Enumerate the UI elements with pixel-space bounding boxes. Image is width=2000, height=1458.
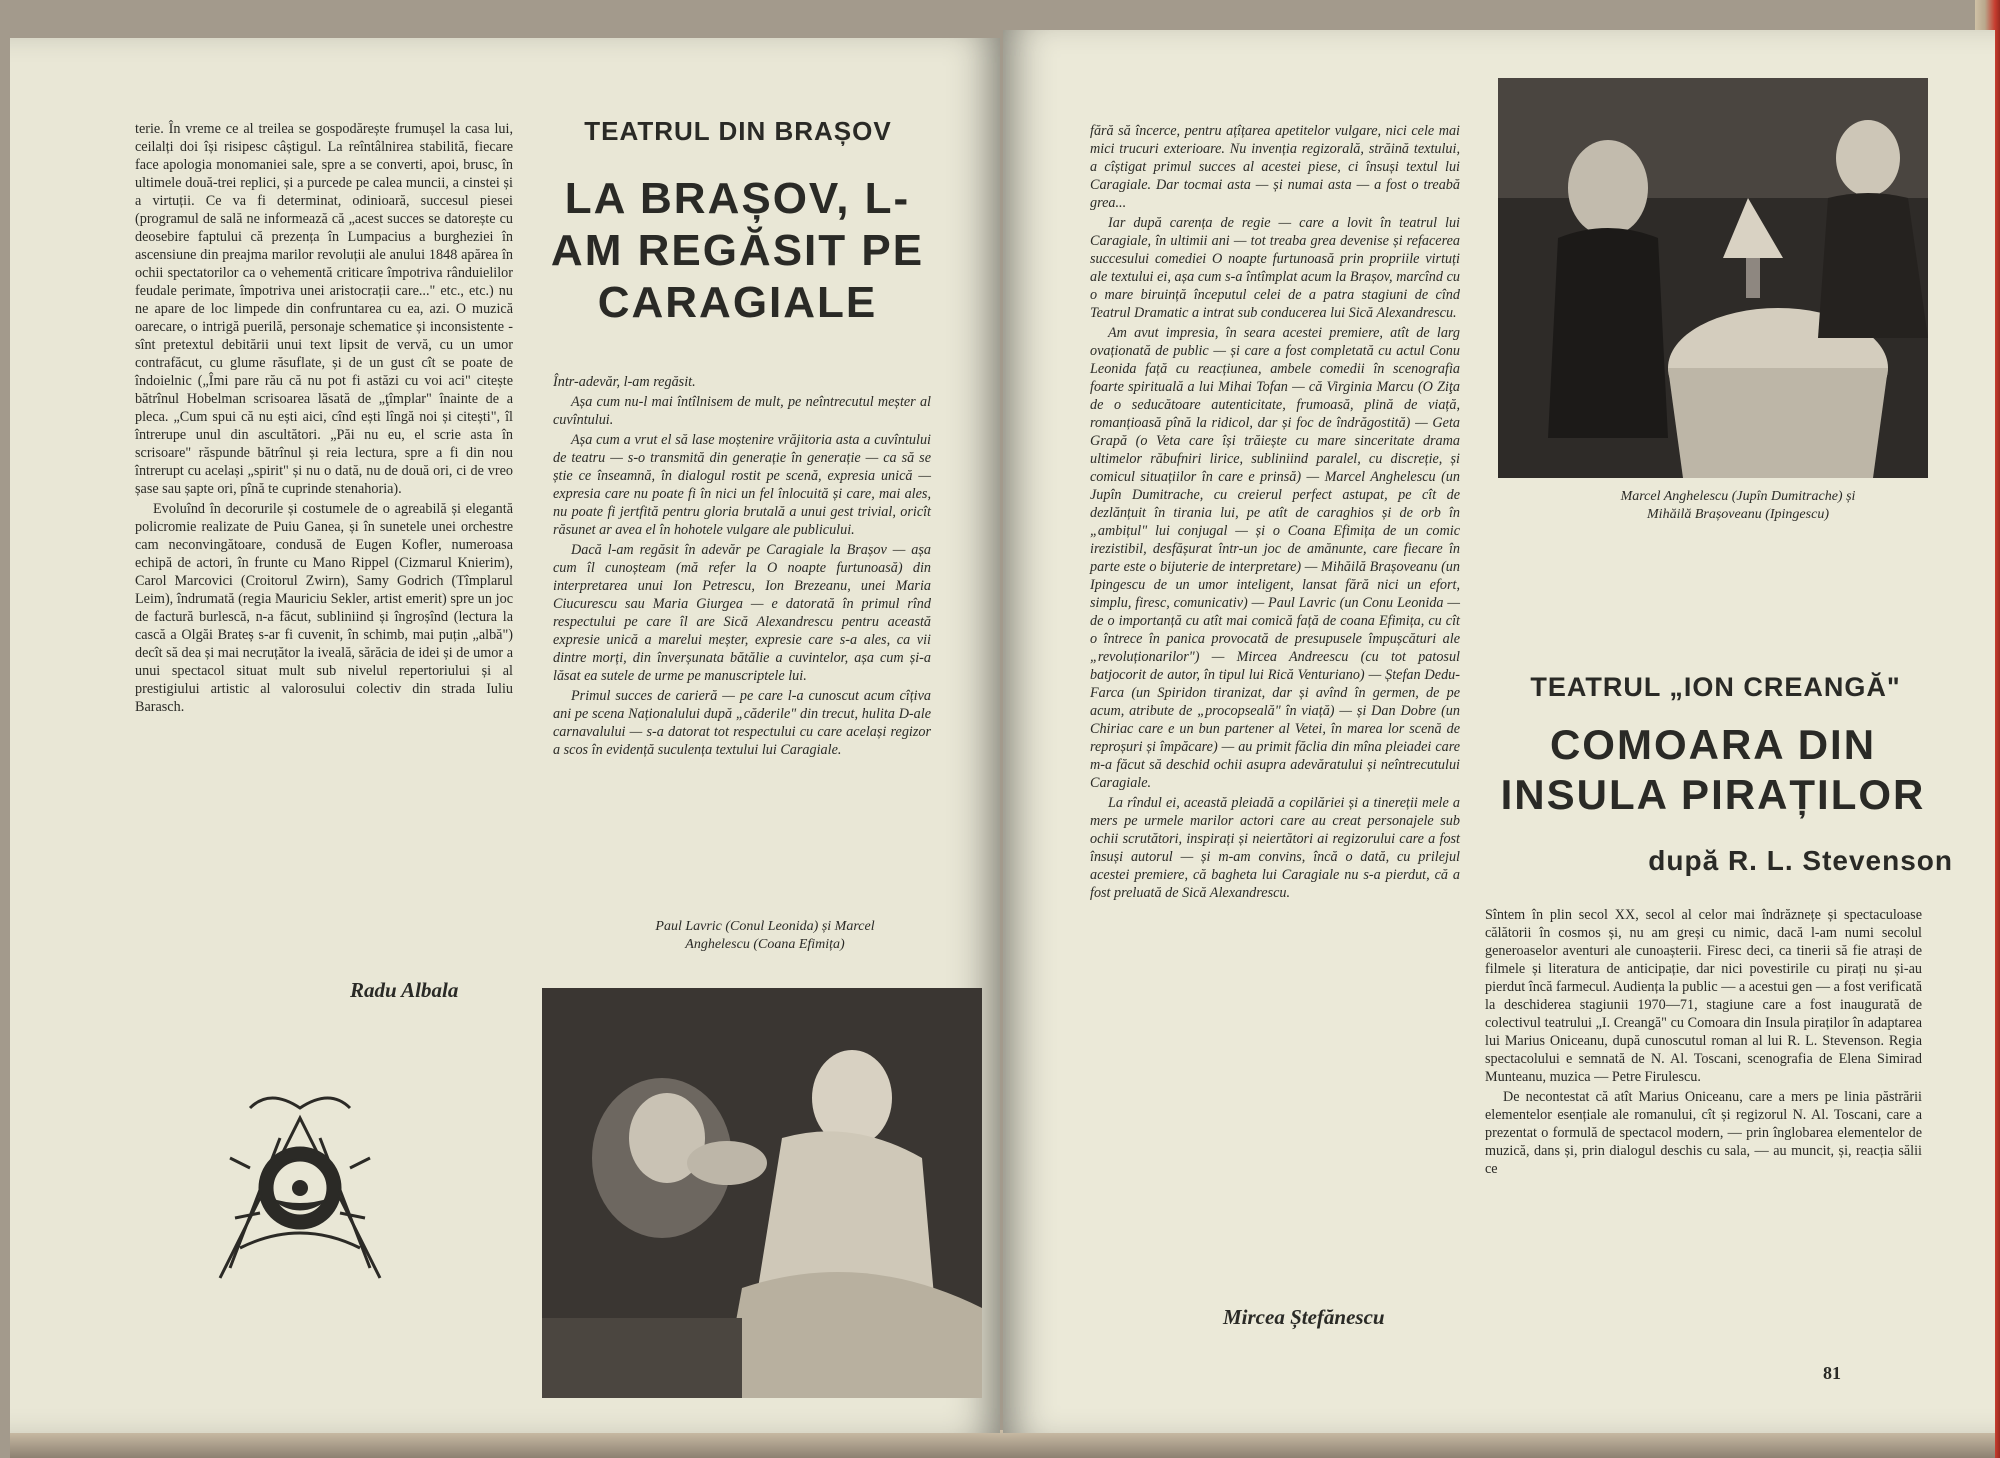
continued-article-column bbox=[135, 120, 513, 718]
author-signature: Mircea Ștefănescu bbox=[1223, 1305, 1385, 1329]
article2-column bbox=[1485, 906, 1922, 1180]
author-signature: Radu Albala bbox=[350, 978, 459, 1002]
section-header: TEATRUL „ION CREANGĂ" bbox=[1530, 672, 1901, 702]
paragraph: Iar după carența de regie — care a lovit în teatrul lui Caragiale, în ultimii ani — tot treaba grea devenise și refacerea succesului comediei O noapte furtunoasă prin propriile virtuți ale textului ei, așa cum s-a întîmplat acum la Brașov, marcînd cu o mare biruință începutul celei de a patra stagiuni de cînd Teatrul Dramatic a intrat sub conducerea lui Sică Alexandrescu. bbox=[1090, 215, 1460, 321]
article-column bbox=[553, 373, 931, 761]
paragraph: Dacă l-am regăsit în adevăr pe Caragiale la Brașov — așa cum îl cunoșteam (mă refer la O noapte furtunoasă) din interpretarea unui Ion Petrescu, Ion Brezeanu, unei Maria Ciucurescu sau Maria Giurgea — e datorată în primul rînd respectului pe care îl are Sică Alexandrescu pentru această expresie unică a marelui meșter, expresie care s-a ales, ca vii dintre morți, din înverșunata bătălie a cuvintelor, așa cum și-a lăsat ea sutele de urme pe manuscriptele lui. bbox=[553, 542, 931, 684]
paragraph: fără să încerce, pentru ațîțarea apetitelor vulgare, nici cele mai mici trucuri exterioare. Nu invenția regizorală, străină textului, a cîștigat primul succes al acestei piese, ci însuși textul lui Caragiale. Dar tocmai asta — și numai asta — a fost o treabă grea... bbox=[1090, 123, 1460, 211]
paragraph: terie. În vreme ce al treilea se gospodărește frumușel la casa lui, ceilalți doi își risipesc câștigul. La reîntâlnirea stabilită, fiecare face apologia monomaniei sale, spre a se converti, apoi, brusc, în ultimele două-trei replici, și a purcede pe calea muncii, a cinstei și a virtuții. Ce va fi determinat, odinioară, succesul piesei (programul de sală ne informează că „acest succes se datorește cu deosebire faptului că prezența în Lumpacius a burgheziei în ascensiune din preajma marilor revoluții ale anului 1848 apărea în ochii spectatorilor ca o vehementă criticare împotriva rânduielilor feudale perimate, împotriva unei aristocrații care..." etc., etc.) nu ne apare de loc limpede din confruntarea cu ea, azi. O muzică oarecare, o intrigă puerilă, personaje schematice și inconsistente - sînt pretextul debitării unui text lipsit de vervă, cu un umor contrafăcut, cu glume răsuflate, și de un gust cît se poate de îndoielnic („Îmi pare rău că nu pot fi astăzi cu voi aci" citește bătrînul Hobelman scrisoarea lăsată de „ţîmplar" înainte de a pleca. „Cum spui că nu ești aici, cînd ești lîngă noi și citești", îl întrerupe unul din ascultători. „Păi nu eu, el scrie asta în scrisoare" răspunde bătrînul și reia lectura, spre a fi din nou întrerupt cu același „spirit" și nu o dată, nu de două ori, ci de vreo șase sau șapte ori, pînă te cuprinde stenahoria). bbox=[135, 121, 513, 497]
photo-caption: Marcel Anghelescu (Jupîn Dumitrache) și Mihăilă Brașoveanu (Ipingescu) bbox=[1620, 489, 1856, 522]
paragraph: Sîntem în plin secol XX, secol al celor mai îndrăznețe și spectaculoase călătorii în cosmos și, nu am greși cu nimic, dacă l-am numi secolul generoaselor aventuri ale cunoașterii. Firesc deci, ca tinerii să fie atrași de filmele și literatura de anticipație, dar nici povestirile cu pirați nu și-au pierdut încă farmecul. Audiența la public — a acestui gen — a fost verificată la deschiderea stagiunii 1970—71, stagiune care a fost inaugurată de colectivul teatrului „I. Creangă" cu Comoara din Insula piraților în adaptarea lui Marius Oniceanu, după cunoscutul roman al lui R. L. Stevenson. Regia spectacolului e semnată de N. Al. Toscani, scenografia de Elena Simirad Munteanu, muzica — Petre Firulescu. bbox=[1485, 907, 1922, 1085]
section-header: TEATRUL DIN BRAȘOV bbox=[584, 116, 892, 146]
decorative-ornament bbox=[210, 1078, 390, 1288]
article-subtitle: după R. L. Stevenson bbox=[1648, 845, 1953, 876]
theatre-photo bbox=[542, 988, 982, 1398]
right-page bbox=[1003, 30, 1995, 1433]
paragraph: Într-adevăr, l-am regăsit. bbox=[553, 374, 696, 390]
paragraph: Am avut impresia, în seara acestei premiere, atît de larg ovaționată de public — și care a fost completată cu actul Conu Leonida față cu reacțiunea, ambele comedii în scenografia foarte spirituală a lui Mihai Tofan — că Virginia Marcu (O Ziţa de o seducătoare autenticitate, frumoasă, plină de viață, romanțioasă pînă la ridicol, dar și foc de îndrăgostită) — Geta Grapă (o Veta care își trăiește cu mare sinceritate drama ultimelor răbufniri lirice, subliniind paralel, cu discreție, și comicul situațiilor în care e prinsă) — Marcel Anghelescu (un Jupîn Dumitrache, cu creierul perfect astupat, pe cît de dezlănțuit în tirania lui, pe atît de caraghios și de orb în „ambițul" lui conjugal — și o Coana Efimița de un comic irezistibil, desfășurat într-un joc de amănunte, care fiecare în parte este o bijuterie de interpretare) — Mihăilă Brașoveanu (un Ipingescu de un umor inteligent, lansat fără nici un efort, simplu, firesc, comunicativ) — Paul Lavric (un Conu Leonida — de o importanță cu atît mai comică față de coana Efimița, cu cît o întrece în panica provocată de presupusele împușcături ale „revoluționarilor") — Mircea Andreescu (cu tot patosul batjocorit de autor, în tipul lui Rică Venturiano) — Ștefan Dedu-Farca (un Spiridon tiranizat, dar și avînd în germen, de pe acum, atribute de „procopseală" în viață) — și Dan Dobre (un Chiriac care e un bun partener al Vetei, în marea lor scenă de reproșuri și împăcare) — au primit făclia din mîna pleiadei care m-a făcut să deschid ochii asupra adevăratului și neîntrecutului Caragiale. bbox=[1090, 325, 1460, 791]
theatre-photo bbox=[1498, 78, 1928, 478]
article-title: LA BRAȘOV, L-AM REGĂSIT PE CARAGIALE bbox=[550, 174, 925, 327]
left-page bbox=[10, 38, 1000, 1433]
paragraph: La rîndul ei, această pleiadă a copilăriei și a tinereții mele a mers pe urmele marilor actori care au creat personajele sub ochii scrutători, inspirați și neiertători ai regizorului care a fost însuși autorul — și m-am convins, încă o dată, cu prilejul acestei premiere, că bagheta lui Caragiale nu s-a pierdut, că a fost preluată de Sică Alexandrescu. bbox=[1090, 795, 1460, 901]
paragraph: Primul succes de carieră — pe care l-a cunoscut acum cîțiva ani pe scena Naționalului după „căderile" din trecut, hulita D-ale carnavalului — s-a datorat tot respectului cu care același regizor a scos în evidență suculența textului lui Caragiale. bbox=[553, 688, 931, 758]
paragraph: Evoluînd în decorurile și costumele de o agreabilă și elegantă policromie realizate de Puiu Ganea, și în sunetele unei orchestre cam neconvingătoare, condusă de Eugen Kofler, numeroasa echipă de actori, în frunte cu Mano Rippel (Cizmarul Knierim), Carol Marcovici (Croitorul Zwirn), Samy Godrich (Tîmplarul Leim), îndrumată (regia Mauriciu Sekler, artist emerit) spre un joc de factură burlescă, n-a făcut, subliniind și îngroșînd (lectura la cască a Olgăi Brateș s-ar fi cuvenit, în schimb, mai puțin „albă") decît să dea și mai necruțător la iveală, sărăcia de idei și de umor a unui spectacol situat mult sub nivelul repertoriului și al prestigiului artistic al valorosului colectiv din strada Iuliu Barasch. bbox=[135, 501, 513, 715]
paragraph: Așa cum nu-l mai întîlnisem de mult, pe neîntrecutul meșter al cuvîntului. bbox=[553, 394, 931, 428]
book-cover-bottom bbox=[10, 1430, 1995, 1458]
article-column-continued bbox=[1090, 122, 1460, 904]
photo-caption: Paul Lavric (Conul Leonida) și Marcel Anghelescu (Coana Efimița) bbox=[655, 919, 875, 952]
article-title: COMOARA DIN INSULA PIRAȚILOR bbox=[1500, 721, 1926, 818]
paragraph: De necontestat că atît Marius Oniceanu, care a mers pe linia păstrării elementelor esențiale ale romanului, cît și regizorul N. Al. Toscani, care a prezentat o formulă de spectacol modern, — prin înglobarea elementelor de muzică, dans și, prin dialogul deschis cu sala, — au muncit, și, reacția sălii ce bbox=[1485, 1089, 1922, 1177]
paragraph: Așa cum a vrut el să lase moștenire vrăjitoria asta a cuvîntului de teatru — s-o transmită din generație în generație — ca să se știe ce înseamnă, în dialogul rostit pe scenă, expresia unică — expresia care nu poate fi în nici un fel înlocuită și care, mai ales, nu poate fi jertfită pentru gloria brutală a unui gest trivial, oricît răsunet ar avea el în hohotele vulgare ale publicului. bbox=[553, 432, 931, 538]
page-number: 81 bbox=[1823, 1363, 1841, 1383]
